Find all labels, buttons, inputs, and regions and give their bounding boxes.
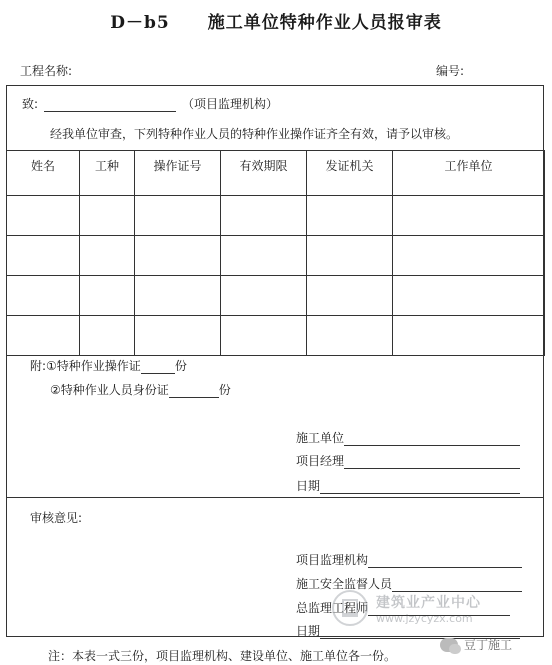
table-cell[interactable] [221, 276, 307, 316]
table-cell[interactable] [307, 316, 393, 356]
attachment-prefix: 附: [30, 359, 47, 373]
brand-mark [440, 636, 512, 653]
table-cell[interactable] [135, 236, 221, 276]
table-cell[interactable] [221, 196, 307, 236]
review-opinion-label: 审核意见: [30, 511, 83, 525]
table-cell[interactable] [80, 316, 135, 356]
personnel-table [6, 150, 545, 356]
table-cell[interactable] [135, 276, 221, 316]
project-manager-label: 项目经理 [296, 454, 345, 468]
contractor-unit-row [296, 429, 520, 446]
table-cell[interactable] [393, 276, 545, 316]
header-name: 姓名 [7, 151, 80, 196]
contractor-unit-label: 施工单位 [296, 431, 345, 445]
supervision-org-blank[interactable] [368, 555, 522, 568]
form-title [0, 8, 552, 33]
header-license-no: 操作证号 [135, 151, 221, 196]
statement-text: 经我单位审查，下列特种作业人员的特种作业操作证齐全有效，请予以审核。 [50, 127, 459, 141]
table-cell[interactable] [307, 236, 393, 276]
to-label: 致: [22, 97, 39, 111]
supervision-org-row [296, 551, 522, 568]
table-row [7, 196, 545, 236]
header-employer: 工作单位 [393, 151, 545, 196]
attachment-item-1 [30, 357, 187, 374]
header-trade: 工种 [80, 151, 135, 196]
table-cell[interactable] [393, 316, 545, 356]
table-cell[interactable] [135, 316, 221, 356]
chief-engineer-label: 总监理工程师 [296, 601, 369, 615]
wechat-icon [440, 638, 458, 652]
table-cell[interactable] [7, 316, 80, 356]
table-cell[interactable] [7, 236, 80, 276]
contractor-unit-blank[interactable] [344, 433, 520, 446]
attachment-1-unit: 份 [174, 359, 187, 373]
attachment-1-label: ①特种作业操作证 [46, 359, 141, 373]
addressee-blank[interactable] [44, 99, 176, 112]
supervision-org-label: （项目监理机构） [182, 97, 279, 111]
header-issuer: 发证机关 [307, 151, 393, 196]
table-cell[interactable] [221, 316, 307, 356]
table-cell[interactable] [307, 196, 393, 236]
table-cell[interactable] [393, 196, 545, 236]
table-cell[interactable] [393, 236, 545, 276]
address-line [22, 95, 278, 112]
table-cell[interactable] [307, 276, 393, 316]
table-cell[interactable] [135, 196, 221, 236]
project-name-label: 工程名称: [20, 64, 73, 78]
attachment-1-count-blank[interactable] [141, 361, 175, 374]
contractor-date-label: 日期 [296, 479, 321, 493]
form-title-text: 施工单位特种作业人员报审表 [207, 13, 442, 33]
watermark-seal-icon [332, 590, 368, 626]
watermark [332, 590, 481, 626]
table-cell[interactable] [80, 276, 135, 316]
footer-note: 注：本表一式三份，项目监理机构、建设单位、施工单位各一份。 [48, 649, 397, 663]
table-row [7, 236, 545, 276]
attachment-2-label: ②特种作业人员身份证 [50, 383, 169, 397]
table-cell[interactable] [221, 236, 307, 276]
review-date-label: 日期 [296, 624, 321, 638]
section-divider [6, 497, 544, 498]
contractor-date-blank[interactable] [320, 481, 520, 494]
attachment-item-2 [50, 381, 231, 398]
table-cell[interactable] [7, 276, 80, 316]
table-header-row [7, 151, 545, 196]
watermark-url: www.jzycyzx.com [376, 611, 473, 625]
project-manager-row [296, 452, 520, 469]
table-cell[interactable] [7, 196, 80, 236]
project-manager-blank[interactable] [344, 456, 520, 469]
supervision-org-sign-label: 项目监理机构 [296, 553, 369, 567]
attachment-2-unit: 份 [218, 383, 231, 397]
table-cell[interactable] [80, 196, 135, 236]
table-cell[interactable] [80, 236, 135, 276]
brand-text: 豆丁施工 [464, 638, 513, 652]
table-row [7, 316, 545, 356]
table-row [7, 276, 545, 316]
contractor-date-row [296, 477, 520, 494]
header-valid-period: 有效期限 [221, 151, 307, 196]
safety-supervisor-label: 施工安全监督人员 [296, 577, 393, 591]
watermark-text: 建筑业产业中心 [376, 594, 481, 611]
number-label: 编号: [436, 64, 465, 78]
attachment-2-count-blank[interactable] [169, 385, 219, 398]
form-code: D－b5 [110, 13, 170, 33]
